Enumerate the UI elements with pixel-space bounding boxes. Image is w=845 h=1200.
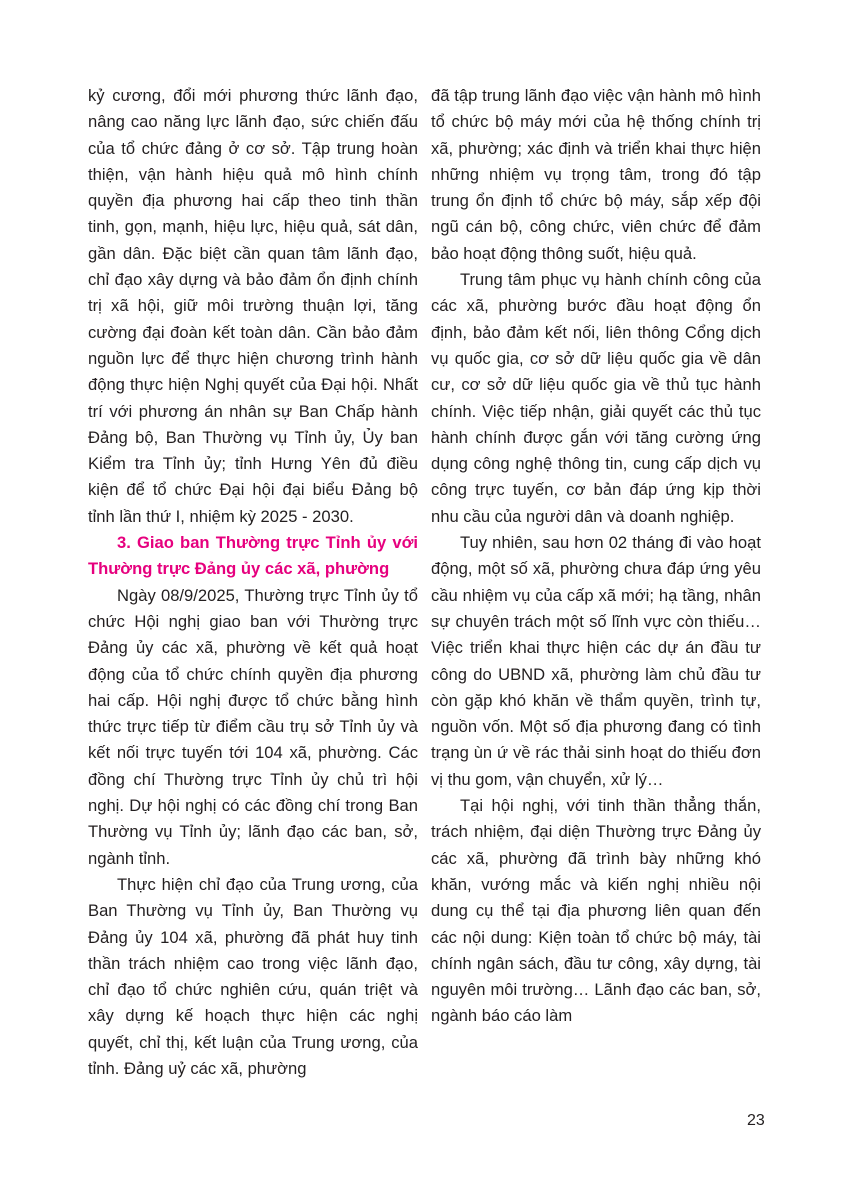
left-paragraph: Thực hiện chỉ đạo của Trung ương, của Ban Thường vụ Tỉnh ủy, Ban Thường vụ Đảng ủy 104 xã, phường đã phát huy tinh thần trách nhiệm cao trong việc lãnh đạo, chỉ đạo tổ chức nghiên cứu, quán triệt và xây dựng kế hoạch thực hiện các nghị quyết, chỉ thị, kết luận của Trung ương, của tỉnh. Đảng uỷ các xã, phường (88, 874, 418, 1078)
right-column (431, 83, 761, 1030)
left-column (88, 83, 418, 1082)
left-paragraph: Ngày 08/9/2025, Thường trực Tỉnh ủy tổ chức Hội nghị giao ban với Thường trực Đảng ủy các xã, phường về kết quả hoạt động của tổ chức chính quyền địa phương hai cấp. Hội nghị được tổ chức bằng hình thức trực tiếp từ điểm cầu trụ sở Tỉnh ủy và kết nối trực tuyến tới 104 xã, phường. Các đồng chí Thường trực Tỉnh ủy chủ trì hội nghị. Dự hội nghị có các đồng chí trong Ban Thường vụ Tỉnh ủy; lãnh đạo các ban, sở, ngành tỉnh. (88, 585, 418, 868)
page-number: 23 (747, 1112, 765, 1129)
right-paragraph: Tại hội nghị, với tinh thần thẳng thắn, trách nhiệm, đại diện Thường trực Đảng ủy các xã, phường đã trình bày những khó khăn, vướng mắc và kiến nghị nhiều nội dung cụ thể tại địa phương liên quan đến các nội dung: Kiện toàn tổ chức bộ máy, tài chính ngân sách, đầu tư công, xây dựng, tài nguyên môi trường… Lãnh đạo các ban, sở, ngành báo cáo làm (431, 796, 761, 1026)
section-heading: 3. Giao ban Thường trực Tỉnh ủy với Thường trực Đảng ủy các xã, phường (88, 533, 418, 579)
right-paragraph-continued: đã tập trung lãnh đạo việc vận hành mô hình tổ chức bộ máy mới của hệ thống chính trị xã, phường; xác định và triển khai thực hiện những nhiệm vụ trọng tâm, trong đó tập trung ổn định tổ chức bộ máy, sắp xếp đội ngũ cán bộ, công chức, viên chức để đảm bảo hoạt động thông suốt, hiệu quả. (431, 86, 761, 263)
right-paragraph: Tuy nhiên, sau hơn 02 tháng đi vào hoạt động, một số xã, phường chưa đáp ứng yêu cầu nhiệm vụ của cấp xã mới; hạ tầng, nhân sự chuyên trách một số lĩnh vực còn thiếu… Việc triển khai thực hiện các dự án đầu tư công do UBND xã, phường làm chủ đầu tư còn gặp khó khăn về thẩm quyền, trình tự, nguồn vốn. Một số địa phương đang có tình trạng ùn ứ về rác thải sinh hoạt do thiếu đơn vị thu gom, vận chuyển, xử lý… (431, 533, 761, 789)
right-paragraph: Trung tâm phục vụ hành chính công của các xã, phường bước đầu hoạt động ổn định, bảo đảm kết nối, liên thông Cổng dịch vụ quốc gia, cơ sở dữ liệu quốc gia về dân cư, cơ sở dữ liệu quốc gia về thủ tục hành chính. Việc tiếp nhận, giải quyết các thủ tục hành chính được gắn với tăng cường ứng dụng công nghệ thông tin, cung cấp dịch vụ công trực tuyến, cơ bản đáp ứng kịp thời nhu cầu của người dân và doanh nghiệp. (431, 270, 761, 526)
left-paragraph-continued: kỷ cương, đổi mới phương thức lãnh đạo, nâng cao năng lực lãnh đạo, sức chiến đấu của tổ chức đảng ở cơ sở. Tập trung hoàn thiện, vận hành hiệu quả mô hình chính quyền địa phương hai cấp theo tinh thần tinh, gọn, mạnh, hiệu lực, hiệu quả, sát dân, gần dân. Đặc biệt cần quan tâm lãnh đạo, chỉ đạo xây dựng và bảo đảm ổn định chính trị xã hội, giữ môi trường thuận lợi, tăng cường đại đoàn kết toàn dân. Cần bảo đảm nguồn lực để thực hiện chương trình hành động thực hiện Nghị quyết của Đại hội. Nhất trí với phương án nhân sự Ban Chấp hành Đảng bộ, Ban Thường vụ Tỉnh ủy, Ủy ban Kiểm tra Tỉnh ủy; tỉnh Hưng Yên đủ điều kiện để tổ chức Đại hội đại biểu Đảng bộ tỉnh lần thứ I, nhiệm kỳ 2025 - 2030. (88, 86, 418, 526)
